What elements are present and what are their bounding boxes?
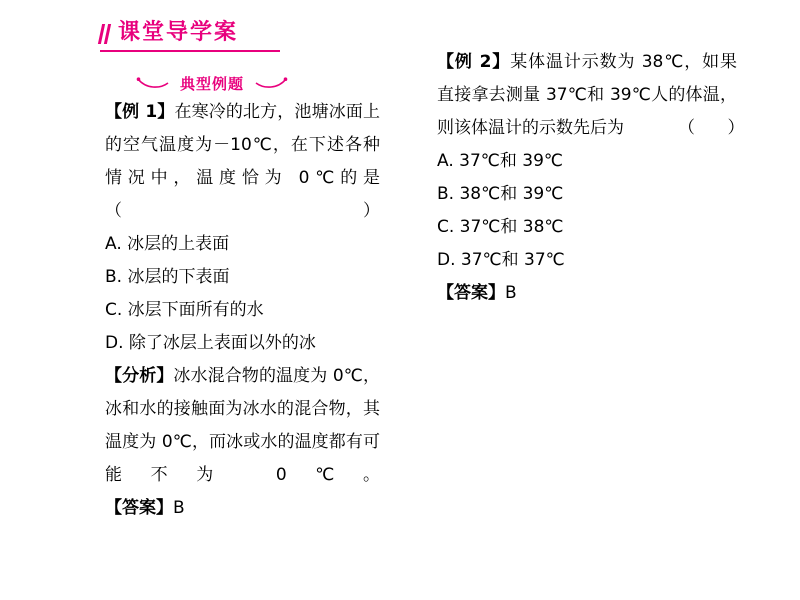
- example1-option-b: B. 冰层的下表面: [105, 267, 230, 287]
- example1-option-d: D. 除了冰层上表面以外的冰: [105, 333, 316, 353]
- swirl-left-icon: [136, 76, 170, 90]
- answer-label-left: 【答案】: [105, 498, 173, 518]
- example2-option-c: C. 37℃和 38℃: [437, 217, 564, 237]
- analysis-label: 【分析】: [105, 366, 174, 386]
- example1-option-c: C. 冰层下面所有的水: [105, 300, 264, 320]
- example1-answer: [105, 492, 380, 525]
- answer-value-left: B: [173, 498, 185, 518]
- header-decoration-icon: [100, 24, 114, 44]
- analysis-text: 冰水混合物的温度为 0℃，冰和水的接触面为冰水的混合物，其温度为 0℃，而冰或水的温度都有可能不为 0℃。: [105, 366, 380, 485]
- example1-text: 在寒冷的北方，池塘冰面上的空气温度为－10℃，在下述各种情况中，温度恰为 0℃的是 （ ）: [105, 102, 435, 221]
- right-column: [437, 46, 745, 310]
- example2-option-d: D. 37℃和 37℃: [437, 250, 565, 270]
- example2-option-a: A. 37℃和 39℃: [437, 151, 563, 171]
- example2-text: 某体温计示数为 38℃，如果直接拿去测量 37℃和 39℃人的体温，则该体温计的示数先后为 （ ）: [437, 52, 745, 138]
- page-title: 课堂导学案: [118, 20, 239, 45]
- swirl-right-icon: [254, 76, 288, 90]
- example1-label: 【例 1】: [105, 102, 175, 122]
- example1-block: [105, 96, 435, 228]
- example2-block: [437, 46, 745, 145]
- title-underline: [100, 50, 280, 52]
- example2-option-b: B. 38℃和 39℃: [437, 184, 564, 204]
- analysis-block: [105, 360, 380, 492]
- section-label: 典型例题: [179, 74, 244, 93]
- example1-option-a: A. 冰层的上表面: [105, 234, 230, 254]
- page-header: [100, 18, 390, 52]
- example2-label: 【例 2】: [437, 52, 511, 72]
- answer-value-right: B: [505, 283, 517, 303]
- section-ribbon: [112, 70, 312, 96]
- answer-label-right: 【答案】: [437, 283, 505, 303]
- example2-answer: [437, 277, 737, 310]
- left-column: [105, 96, 435, 525]
